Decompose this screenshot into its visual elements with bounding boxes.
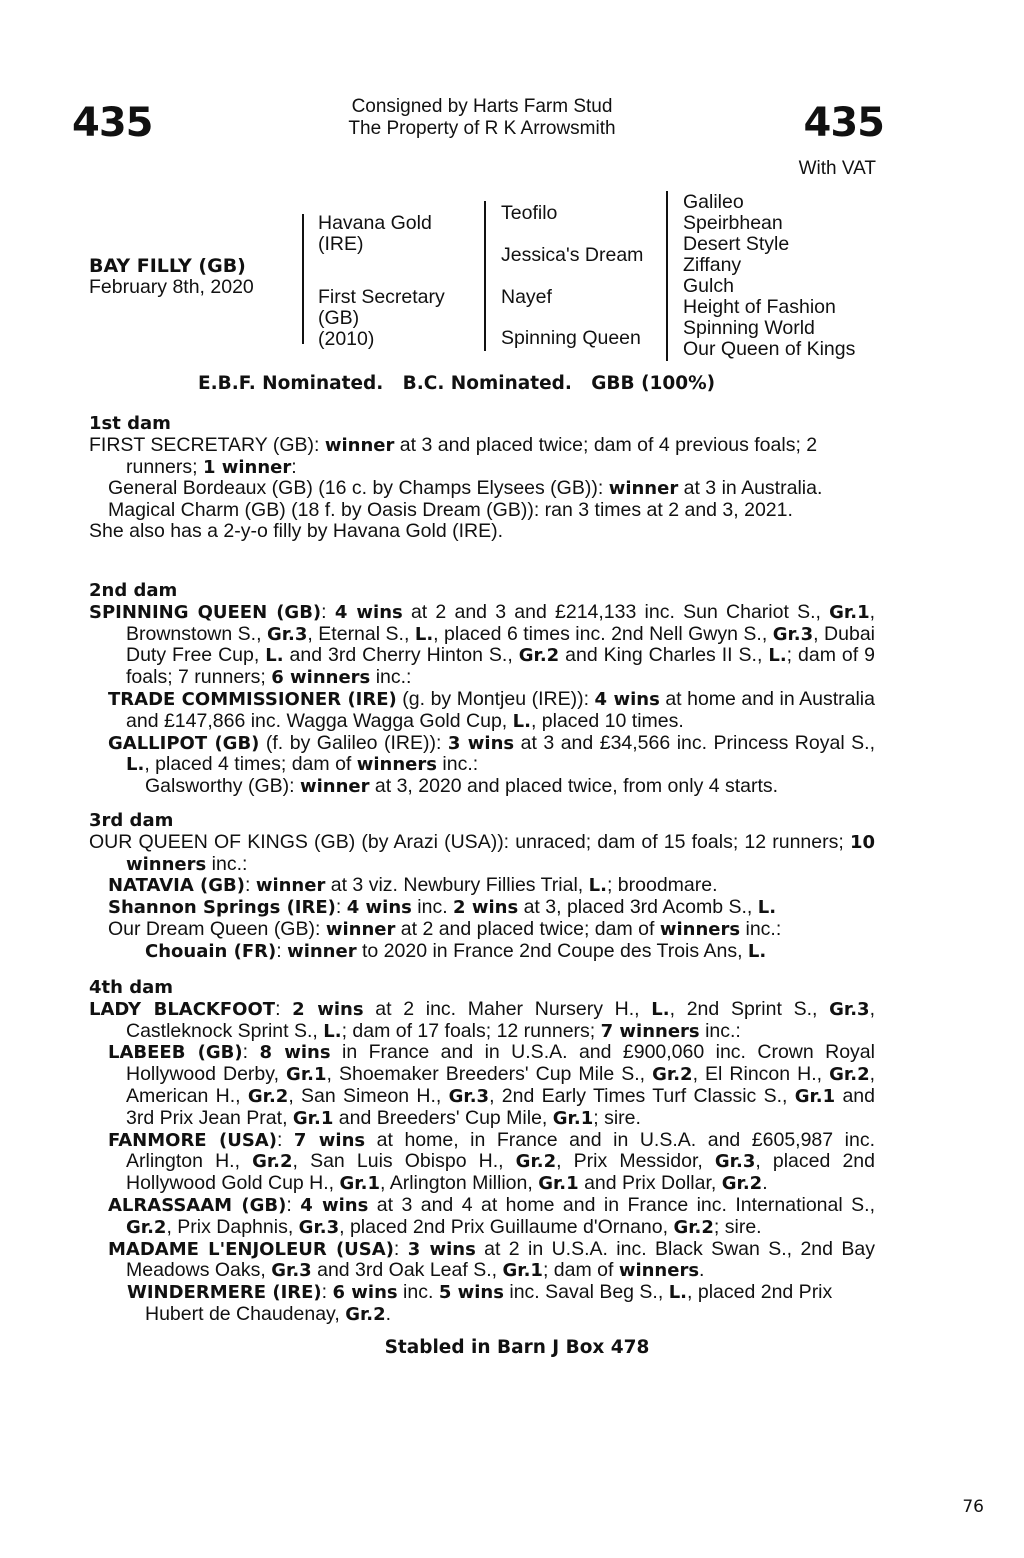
produce-entry: NATAVIA (GB): winner at 3 viz. Newbury Fillies Trial, L.; broodmare. xyxy=(108,874,718,897)
note-entry: She also has a 2-y-o filly by Havana Gold (IRE). xyxy=(89,519,504,542)
consignor-line: Consigned by Harts Farm Stud xyxy=(351,96,613,117)
pedigree-third-generation xyxy=(683,192,855,360)
horse-info xyxy=(89,255,254,298)
dam-year: (2010) xyxy=(318,328,375,350)
gen3-item: Speirbhean xyxy=(683,212,783,234)
produce-entry: LABEEB (GB): 8 wins in France and in U.S.A. and £900,060 inc. Crown Royal Hollywood Derby, Gr.1, Shoemaker Breeders' Cup Mile S., Gr.2, El Rincon H., Gr.2, American H., Gr.2, San Simeon H., Gr.3, 2nd Early Times Turf Classic S., Gr.1 and 3rd Prix Jean Prat, Gr.1 and Breeders' Cup Mile, Gr.1; sire. xyxy=(108,1041,876,1129)
grand-produce-entry: Chouain (FR): winner to 2020 in France 2nd Coupe des Trois Ans, L. xyxy=(145,939,767,962)
stabled-info: Stabled in Barn J Box 478 xyxy=(384,1337,650,1358)
produce-entry: FANMORE (USA): 7 wins at home, in France and in U.S.A. and £605,987 inc. Arlington H., Gr.2, San Luis Obispo H., Gr.2, Prix Messidor, Gr.3, placed 2nd Hollywood Gold Cup H., Gr.1, Arlington Million, Gr.1 and Prix Dollar, Gr.2. xyxy=(108,1128,875,1195)
section-heading: 1st dam xyxy=(89,413,171,434)
grand-produce-entry: WINDERMERE (IRE): 6 wins inc. 5 wins inc. Saval Beg S., L., placed 2nd Prix Hubert de Chaudenay, Gr.2. xyxy=(127,1281,833,1325)
dam-entry: LADY BLACKFOOT: 2 wins at 2 inc. Maher Nursery H., L., 2nd Sprint S., Gr.3, Castleknock Sprint S., L.; dam of 17 foals; 12 runners; 7 winners inc.: xyxy=(89,997,875,1042)
pedigree-sire-dam: Jessica's Dream xyxy=(501,244,644,266)
pedigree-dam-dam: Spinning Queen xyxy=(501,327,641,349)
pedigree-dam xyxy=(318,287,445,350)
section-3rd-dam xyxy=(89,811,875,963)
consignor-block xyxy=(290,96,674,140)
pedigree-sire xyxy=(318,213,432,255)
pedigree-sire-sire: Teofilo xyxy=(501,202,558,224)
gen3-item: Height of Fashion xyxy=(683,296,836,318)
horse-name: BAY FILLY (GB) xyxy=(89,255,246,277)
section-heading: 3rd dam xyxy=(89,810,174,831)
gen3-item: Spinning World xyxy=(683,317,815,339)
produce-entry: MADAME L'ENJOLEUR (USA): 3 wins at 2 in U.S.A. inc. Black Swan S., 2nd Bay Meadows Oaks, Gr.3 and 3rd Oak Leaf S., Gr.1; dam of winners. xyxy=(108,1237,875,1282)
produce-entry: General Bordeaux (GB) (16 c. by Champs Elysees (GB)): winner at 3 in Australia. xyxy=(108,477,823,500)
pedigree-dam-sire: Nayef xyxy=(501,286,552,308)
sire-country: (IRE) xyxy=(318,233,364,255)
nominations: E.B.F. Nominated. B.C. Nominated. GBB (100%) xyxy=(198,373,716,394)
section-1st-dam xyxy=(89,414,875,542)
produce-entry: Shannon Springs (IRE): 4 wins inc. 2 wins at 3, placed 3rd Acomb S., L. xyxy=(108,896,777,919)
grand-produce-entry: Galsworthy (GB): winner at 3, 2020 and placed twice, from only 4 starts. xyxy=(145,775,779,798)
section-heading: 2nd dam xyxy=(89,580,178,601)
property-line: The Property of R K Arrowsmith xyxy=(348,118,616,139)
lot-number-left: 435 xyxy=(72,100,153,146)
dam-entry: SPINNING QUEEN (GB): 4 wins at 2 and 3 and £214,133 inc. Sun Chariot S., Gr.1, Brownstown S., Gr.3, Eternal S., L., placed 6 times inc. 2nd Nell Gwyn S., Gr.3, Dubai Duty Free Cup, L. and 3rd Cherry Hinton S., Gr.2 and King Charles II S., L.; dam of 9 foals; 7 runners; 6 winners inc.: xyxy=(89,600,876,689)
gen3-item: Our Queen of Kings xyxy=(683,338,856,360)
produce-entry: Our Dream Queen (GB): winner at 2 and placed twice; dam of winners inc.: xyxy=(108,917,782,940)
pedigree-bracket-2 xyxy=(484,201,486,351)
produce-entry: ALRASSAAM (GB): 4 wins at 3 and 4 at home and in France inc. International S., Gr.2, Prix Daphnis, Gr.3, placed 2nd Prix Guillaume d'Ornano, Gr.2; sire. xyxy=(108,1193,875,1238)
page-number: 76 xyxy=(962,1497,984,1517)
gen3-item: Desert Style xyxy=(683,233,790,255)
produce-entry: TRADE COMMISSIONER (IRE) (g. by Montjeu (IRE)): 4 wins at home and in Australia and £147,866 inc. Wagga Wagga Gold Cup, L., placed 10 times. xyxy=(108,687,875,732)
dam-entry: OUR QUEEN OF KINGS (GB) (by Arazi (USA)): unraced; dam of 15 foals; 12 runners; 10 winners inc.: xyxy=(89,830,875,875)
produce-entry: Magical Charm (GB) (18 f. by Oasis Dream (GB)): ran 3 times at 2 and 3, 2021. xyxy=(108,499,793,522)
section-2nd-dam xyxy=(89,581,875,798)
dam-name: First Secretary xyxy=(318,286,445,308)
produce-entry: GALLIPOT (GB) (f. by Galileo (IRE)): 3 wins at 3 and £34,566 inc. Princess Royal S., L., placed 4 times; dam of winners inc.: xyxy=(108,731,875,776)
gen3-item: Galileo xyxy=(683,191,744,213)
horse-dob: February 8th, 2020 xyxy=(89,276,254,298)
gen3-item: Gulch xyxy=(683,275,734,297)
pedigree-bracket-1 xyxy=(302,214,304,344)
section-heading: 4th dam xyxy=(89,977,173,998)
dam-country: (GB) xyxy=(318,307,360,329)
vat-label: With VAT xyxy=(798,158,876,179)
dam-entry: FIRST SECRETARY (GB): winner at 3 and placed twice; dam of 4 previous foals; 2 runners; 1 winner: xyxy=(89,433,818,478)
lot-number-right: 435 xyxy=(803,100,884,146)
sire-name: Havana Gold xyxy=(318,212,432,234)
pedigree-bracket-3 xyxy=(666,191,668,361)
gen3-item: Ziffany xyxy=(683,254,742,276)
section-4th-dam xyxy=(89,978,875,1326)
